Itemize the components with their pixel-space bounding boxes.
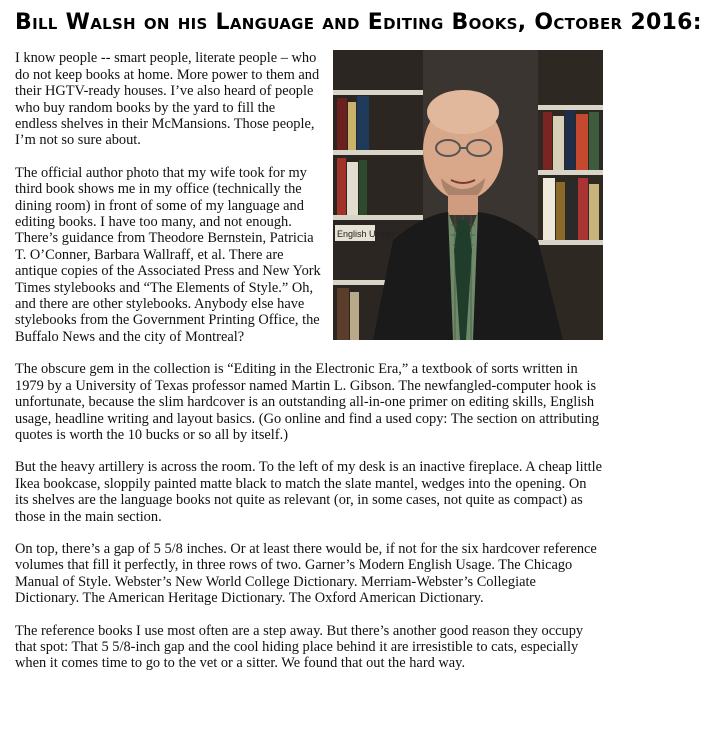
page-title: Bill Walsh on his Language and Editing Books, October 2016: (15, 10, 702, 35)
book-spine-text: English Usage (337, 229, 396, 240)
paragraph: The official author photo that my wife took for my third book shows me in my office (technically the dining room) in front of some of my language and editing books. I have too many, and not enough. There’s guidance from Theodore Bernstein, Patricia T. O’Conner, Barbara Wallraff, et al. There are antique copies of the Associated Press and New York Times stylebooks and “The Elements of Style.” Oh, and there are other stylebooks. Anybody else have stylebooks from the Government Printing Office, the Buffalo News and the city of Montreal? (15, 164, 321, 345)
author-photo (333, 50, 603, 340)
article-body (15, 50, 603, 671)
paragraph: The reference books I use most often are a step away. But there’s another good reason they occupy that spot: That 5 5/8-inch gap and the cool hiding place behind it are irresistible to cats, especially when it comes time to go to the vet or a sitter. We found that out the hard way. (15, 622, 584, 672)
paragraph: I know people -- smart people, literate people – who do not keep books at home. More power to them and their HGTV-ready houses. I’ve also heard of people who buy random books by the yard to fill the endless shelves in their McMansions. Those people, I’m not so sure about. (15, 50, 320, 149)
author-photo-image (333, 50, 603, 340)
paragraph: But the heavy artillery is across the room. To the left of my desk is an inactive fireplace. A cheap little Ikea bookcase, sloppily painted matte black to match the slate mantel, wedges into the opening. On its shelves are the language books not quite as relevant (or, in some cases, not quite as compact) as those in the main section. (15, 459, 602, 525)
paragraph: The obscure gem in the collection is “Editing in the Electronic Era,” a textbook of sorts written in 1979 by a University of Texas professor named Martin L. Gibson. The newfangled-computer hook is unfortunate, because the slim hardcover is an outstanding all-in-one primer on editing skills, English usage, headline writing and layout basics. (Go online and find a used copy: The section on attributing quotes is worth the 10 bucks or so all by itself.) (15, 361, 600, 443)
paragraph: On top, there’s a gap of 5 5/8 inches. Or at least there would be, if not for the six hardcover reference volumes that fill it perfectly, in three rows of two. Garner’s Modern English Usage. The Chicago Manual of Style. Webster’s New World College Dictionary. Merriam-Webster’s Collegiate Dictionary. The American Heritage Dictionary. The Oxford American Dictionary. (15, 540, 597, 607)
